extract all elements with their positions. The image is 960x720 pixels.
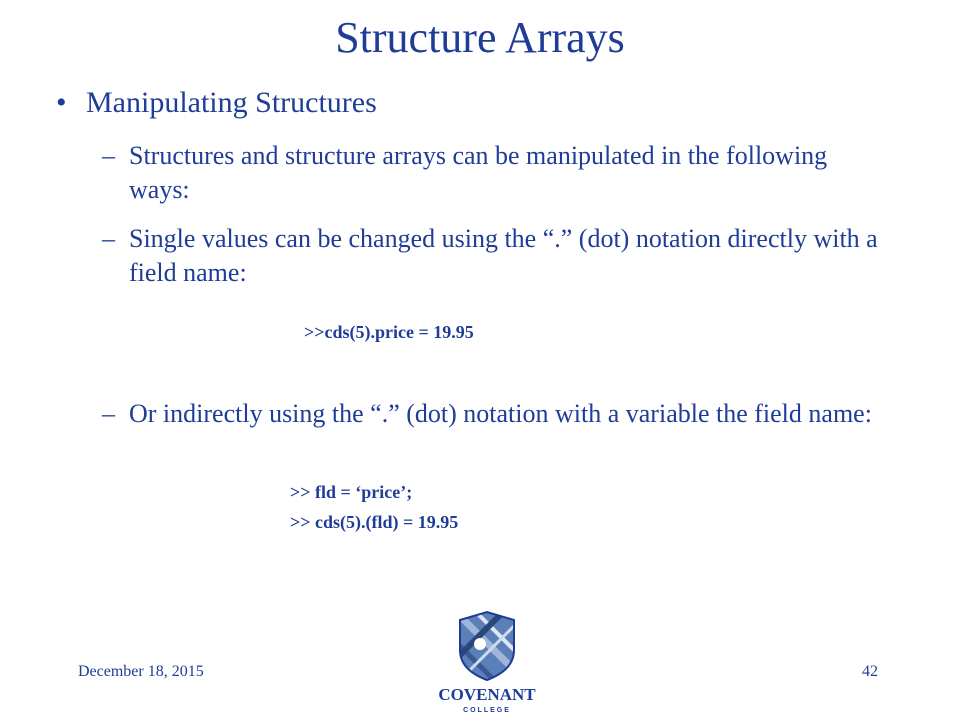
sub-bullet-text: Single values can be changed using the “.” (dot) notation directly with a field name: xyxy=(129,224,878,287)
sub-bullet-text: Structures and structure arrays can be manipulated in the following ways: xyxy=(129,141,828,204)
code-line-indirect: >> cds(5).(fld) = 19.95 xyxy=(290,512,459,532)
sub-bullet-dash: – xyxy=(102,399,115,428)
code-line-fld: >> fld = ‘price’; xyxy=(290,482,413,502)
sub-bullet-3 xyxy=(102,397,882,431)
main-bullet-text: Manipulating Structures xyxy=(86,86,377,119)
sub-bullet-dash: – xyxy=(102,224,115,253)
covenant-college-logo xyxy=(412,598,562,716)
bullet-marker: • xyxy=(56,86,67,119)
slide-title: Structure Arrays xyxy=(335,13,625,62)
footer-date: December 18, 2015 xyxy=(78,663,204,680)
logo-subtext: COLLEGE xyxy=(463,707,511,714)
code-line-direct: >>cds(5).price = 19.95 xyxy=(304,322,474,342)
code-block-indirect xyxy=(290,477,458,537)
sub-bullet-1 xyxy=(102,139,882,207)
shield-emblem xyxy=(474,638,486,650)
page-number: 42 xyxy=(862,663,878,680)
sub-bullet-dash: – xyxy=(102,141,115,170)
sub-bullet-text: Or indirectly using the “.” (dot) notation with a variable the field name: xyxy=(129,399,872,428)
main-bullet xyxy=(56,83,377,123)
sub-bullet-2 xyxy=(102,222,882,290)
logo-wordmark: COVENANT xyxy=(438,685,536,704)
